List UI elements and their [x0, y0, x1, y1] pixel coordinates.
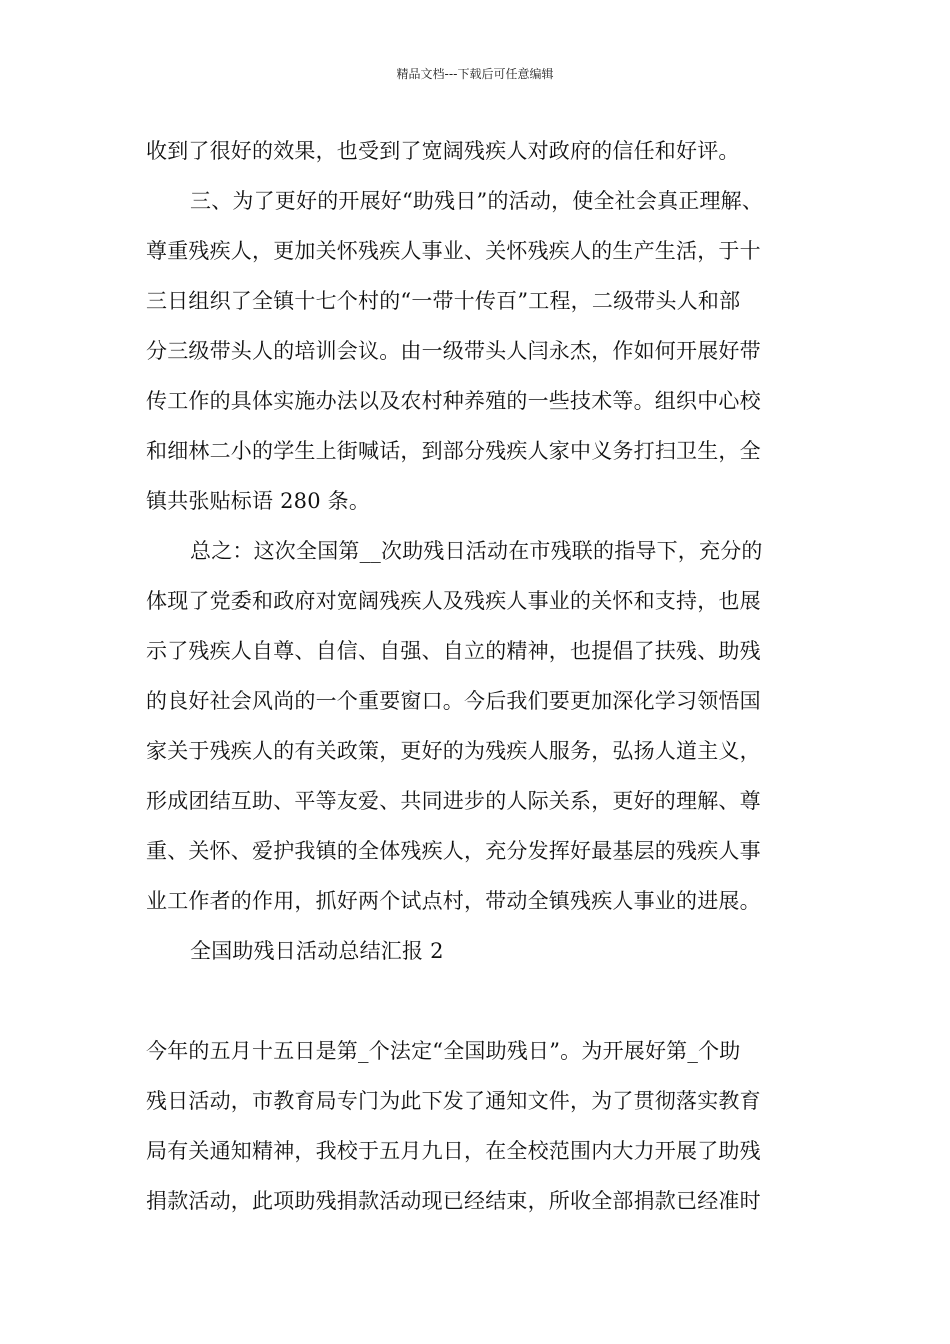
- text-line: 业工作者的作用，抓好两个试点村，带动全镇残疾人事业的进展。: [146, 889, 761, 913]
- text-line: 分三级带头人的培训会议。由一级带头人闫永杰，作如何开展好带: [146, 339, 761, 363]
- text-line: 三日组织了全镇十七个村的“一带十传百”工程，二级带头人和部: [146, 289, 741, 313]
- text-line: 传工作的具体实施办法以及农村种养殖的一些技术等。组织中心校: [146, 389, 761, 413]
- text-line: 体现了党委和政府对宽阔残疾人及残疾人事业的关怀和支持，也展: [146, 589, 761, 613]
- text-line: 今年的五月十五日是第_个法定“全国助残日”。为开展好第_个助: [146, 1039, 741, 1063]
- text-line: 局有关通知精神，我校于五月九日，在全校范围内大力开展了助残: [146, 1139, 761, 1163]
- text-line: 示了残疾人自尊、自信、自强、自立的精神，也提倡了扶残、助残: [146, 639, 761, 663]
- paragraph-start-line: 总之：这次全国第__次助残日活动在市残联的指导下，充分的: [190, 539, 763, 563]
- text-line: 收到了很好的效果，也受到了宽阔残疾人对政府的信任和好评。: [146, 139, 740, 163]
- text-line: 形成团结互助、平等友爱、共同进步的人际关系，更好的理解、尊: [146, 789, 761, 813]
- text-line: 家关于残疾人的有关政策，更好的为残疾人服务，弘扬人道主义，: [146, 739, 761, 763]
- text-line: 残日活动，市教育局专门为此下发了通知文件，为了贯彻落实教育: [146, 1089, 761, 1113]
- text-line: 镇共张贴标语 280 条。: [146, 489, 371, 513]
- text-line: 的良好社会风尚的一个重要窗口。今后我们要更加深化学习领悟国: [146, 689, 761, 713]
- text-line: 重、关怀、爱护我镇的全体残疾人，充分发挥好最基层的残疾人事: [146, 839, 761, 863]
- page-header: 精品文档---下载后可任意编辑: [396, 67, 554, 81]
- paragraph-start-line: 三、为了更好的开展好“助残日”的活动，使全社会真正理解、: [190, 189, 764, 213]
- section-title: 全国助残日活动总结汇报 2: [190, 939, 444, 963]
- text-line: 和细林二小的学生上街喊话，到部分残疾人家中义务打扫卫生，全: [146, 439, 761, 463]
- text-line: 尊重残疾人，更加关怀残疾人事业、关怀残疾人的生产生活，于十: [146, 239, 761, 263]
- text-line: 捐款活动，此项助残捐款活动现已经结束，所收全部捐款已经准时: [146, 1189, 761, 1213]
